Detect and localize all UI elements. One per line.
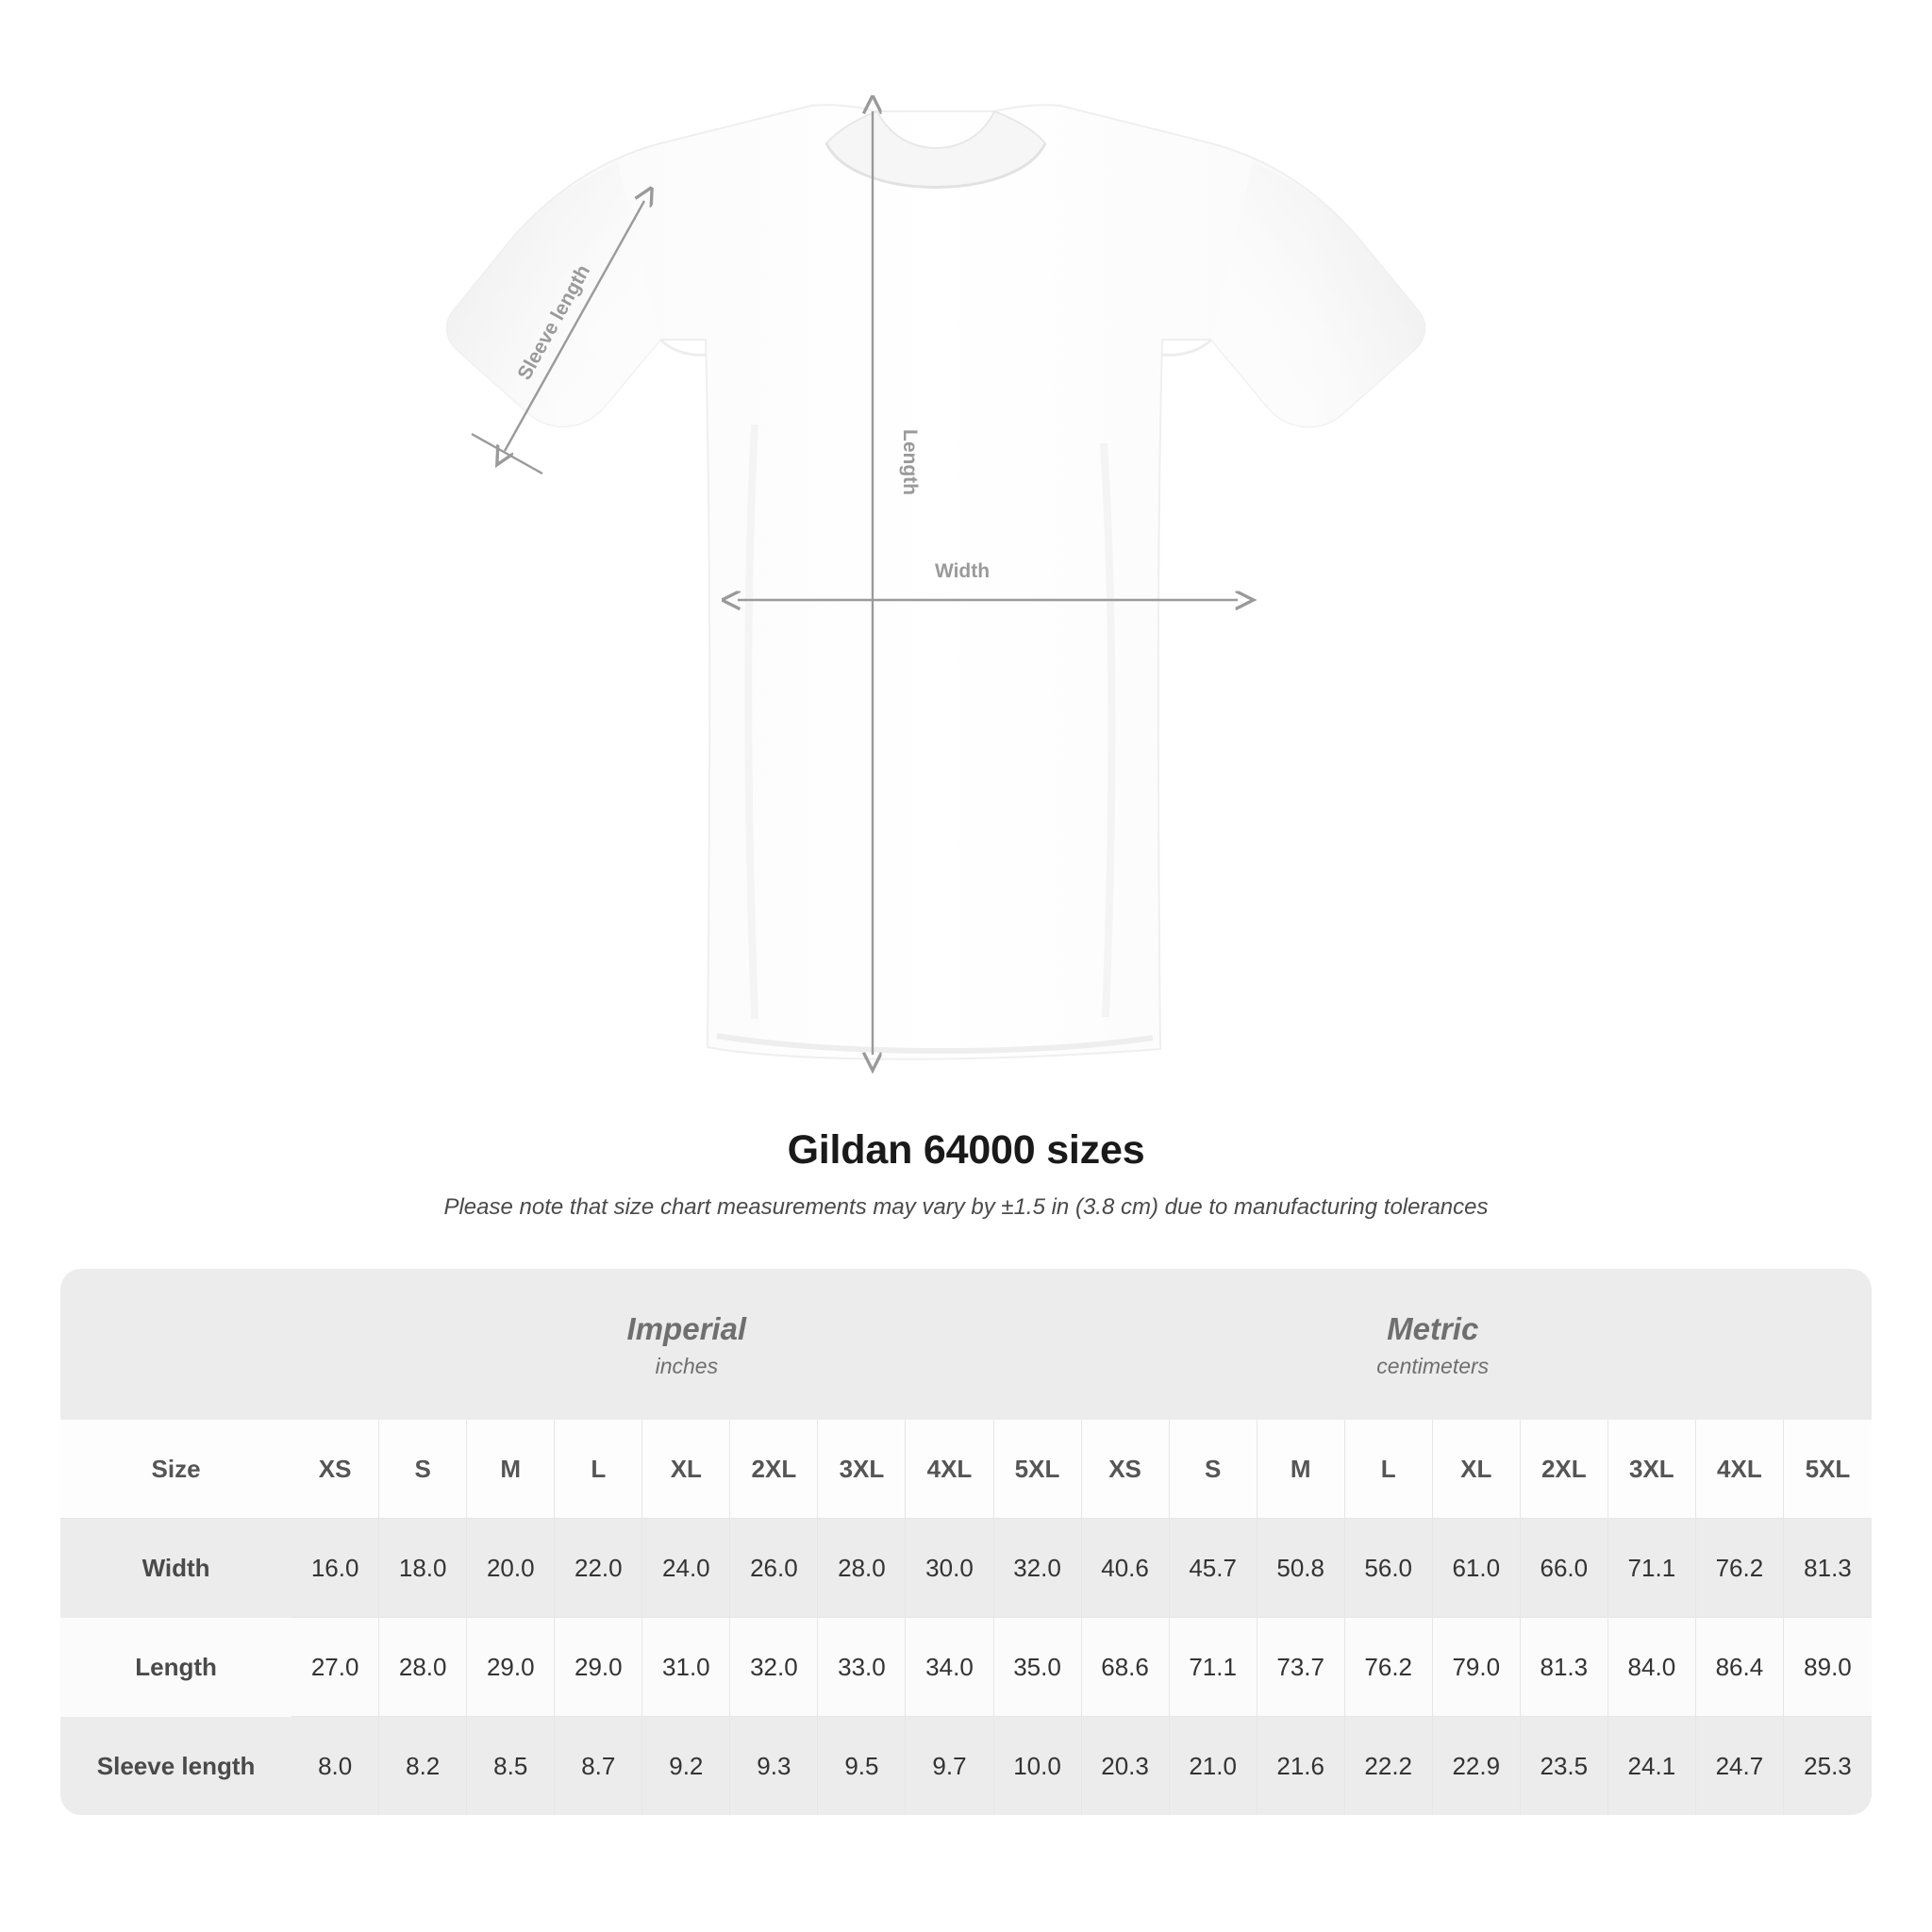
size-header-cell: 4XL	[1696, 1420, 1784, 1519]
size-header-cell: L	[1345, 1420, 1433, 1519]
unit-group-imperial	[291, 1269, 1081, 1420]
cell-width: 40.6	[1082, 1519, 1170, 1618]
table-row	[60, 1618, 1872, 1717]
size-table-container	[60, 1269, 1872, 1815]
cell-length: 29.0	[467, 1618, 555, 1717]
cell-sleeve: 8.5	[467, 1717, 555, 1815]
cell-length: 27.0	[291, 1618, 379, 1717]
size-header-cell: XS	[291, 1420, 379, 1519]
table-corner-right	[1784, 1269, 1872, 1420]
size-header-cell: 5XL	[994, 1420, 1082, 1519]
row-label-length: Length	[60, 1618, 291, 1717]
size-header-cell: M	[1257, 1420, 1345, 1519]
cell-width: 56.0	[1345, 1519, 1433, 1618]
sleeve-length-label: Sleeve length	[513, 261, 595, 384]
unit-group-metric-name: Metric	[1387, 1310, 1479, 1346]
size-table	[60, 1269, 1872, 1815]
unit-group-imperial-sub: inches	[655, 1354, 719, 1379]
cell-sleeve: 24.7	[1696, 1717, 1784, 1815]
page-title: Gildan 64000 sizes	[787, 1127, 1145, 1173]
cell-sleeve: 8.0	[291, 1717, 379, 1815]
cell-length: 89.0	[1784, 1618, 1872, 1717]
cell-length: 31.0	[642, 1618, 730, 1717]
table-corner	[60, 1269, 291, 1420]
cell-sleeve: 24.1	[1608, 1717, 1696, 1815]
cell-length: 76.2	[1345, 1618, 1433, 1717]
size-header-cell: 2XL	[1521, 1420, 1608, 1519]
unit-group-metric-sub: centimeters	[1376, 1354, 1490, 1379]
size-header-cell: S	[379, 1420, 467, 1519]
cell-width: 50.8	[1257, 1519, 1345, 1618]
row-label-sleeve-length: Sleeve length	[60, 1717, 291, 1815]
unit-group-imperial-name: Imperial	[626, 1310, 747, 1346]
table-row	[60, 1717, 1872, 1815]
length-label: Length	[899, 429, 921, 495]
size-header-row	[60, 1420, 1872, 1519]
cell-width: 66.0	[1521, 1519, 1608, 1618]
size-header-cell: S	[1170, 1420, 1257, 1519]
cell-width: 20.0	[467, 1519, 555, 1618]
size-header-cell: XL	[642, 1420, 730, 1519]
cell-width: 18.0	[379, 1519, 467, 1618]
size-header-cell: 2XL	[730, 1420, 818, 1519]
size-header-cell: 4XL	[906, 1420, 993, 1519]
size-header-cell: 3XL	[818, 1420, 906, 1519]
cell-width: 26.0	[730, 1519, 818, 1618]
row-label-width: Width	[60, 1519, 291, 1618]
cell-sleeve: 25.3	[1784, 1717, 1872, 1815]
cell-length: 86.4	[1696, 1618, 1784, 1717]
cell-length: 79.0	[1433, 1618, 1521, 1717]
cell-sleeve: 23.5	[1521, 1717, 1608, 1815]
cell-width: 81.3	[1784, 1519, 1872, 1618]
cell-width: 24.0	[642, 1519, 730, 1618]
cell-length: 34.0	[906, 1618, 993, 1717]
table-row	[60, 1519, 1872, 1618]
cell-width: 16.0	[291, 1519, 379, 1618]
size-header-cell: XL	[1433, 1420, 1521, 1519]
cell-width: 45.7	[1170, 1519, 1257, 1618]
cell-length: 33.0	[818, 1618, 906, 1717]
cell-width: 30.0	[906, 1519, 993, 1618]
cell-length: 71.1	[1170, 1618, 1257, 1717]
cell-length: 32.0	[730, 1618, 818, 1717]
cell-sleeve: 22.2	[1345, 1717, 1433, 1815]
cell-width: 22.0	[555, 1519, 642, 1618]
cell-length: 35.0	[994, 1618, 1082, 1717]
unit-group-metric	[1082, 1269, 1784, 1420]
chart-header	[0, 1127, 1932, 1221]
cell-sleeve: 22.9	[1433, 1717, 1521, 1815]
cell-sleeve: 8.2	[379, 1717, 467, 1815]
size-label: Size	[60, 1420, 291, 1519]
cell-sleeve: 9.3	[730, 1717, 818, 1815]
cell-sleeve: 8.7	[555, 1717, 642, 1815]
cell-length: 68.6	[1082, 1618, 1170, 1717]
size-header-cell: M	[467, 1420, 555, 1519]
unit-header-row	[60, 1269, 1872, 1420]
cell-sleeve: 9.5	[818, 1717, 906, 1815]
cell-sleeve: 21.6	[1257, 1717, 1345, 1815]
size-header-cell: 3XL	[1608, 1420, 1696, 1519]
width-label: Width	[934, 560, 991, 582]
size-header-cell: XS	[1082, 1420, 1170, 1519]
size-header-cell: L	[555, 1420, 642, 1519]
cell-length: 28.0	[379, 1618, 467, 1717]
size-header-cell: 5XL	[1784, 1420, 1872, 1519]
cell-width: 61.0	[1433, 1519, 1521, 1618]
cell-width: 71.1	[1608, 1519, 1696, 1618]
cell-length: 29.0	[555, 1618, 642, 1717]
cell-sleeve: 21.0	[1170, 1717, 1257, 1815]
tolerance-note: Please note that size chart measurements may vary by ±1.5 in (3.8 cm) due to manufacturing tolerances	[443, 1194, 1489, 1220]
cell-sleeve: 10.0	[994, 1717, 1082, 1815]
cell-width: 76.2	[1696, 1519, 1784, 1618]
cell-width: 32.0	[994, 1519, 1082, 1618]
cell-sleeve: 9.7	[906, 1717, 993, 1815]
cell-length: 73.7	[1257, 1618, 1345, 1717]
cell-length: 84.0	[1608, 1618, 1696, 1717]
cell-width: 28.0	[818, 1519, 906, 1618]
cell-length: 81.3	[1521, 1618, 1608, 1717]
cell-sleeve: 9.2	[642, 1717, 730, 1815]
cell-sleeve: 20.3	[1082, 1717, 1170, 1815]
